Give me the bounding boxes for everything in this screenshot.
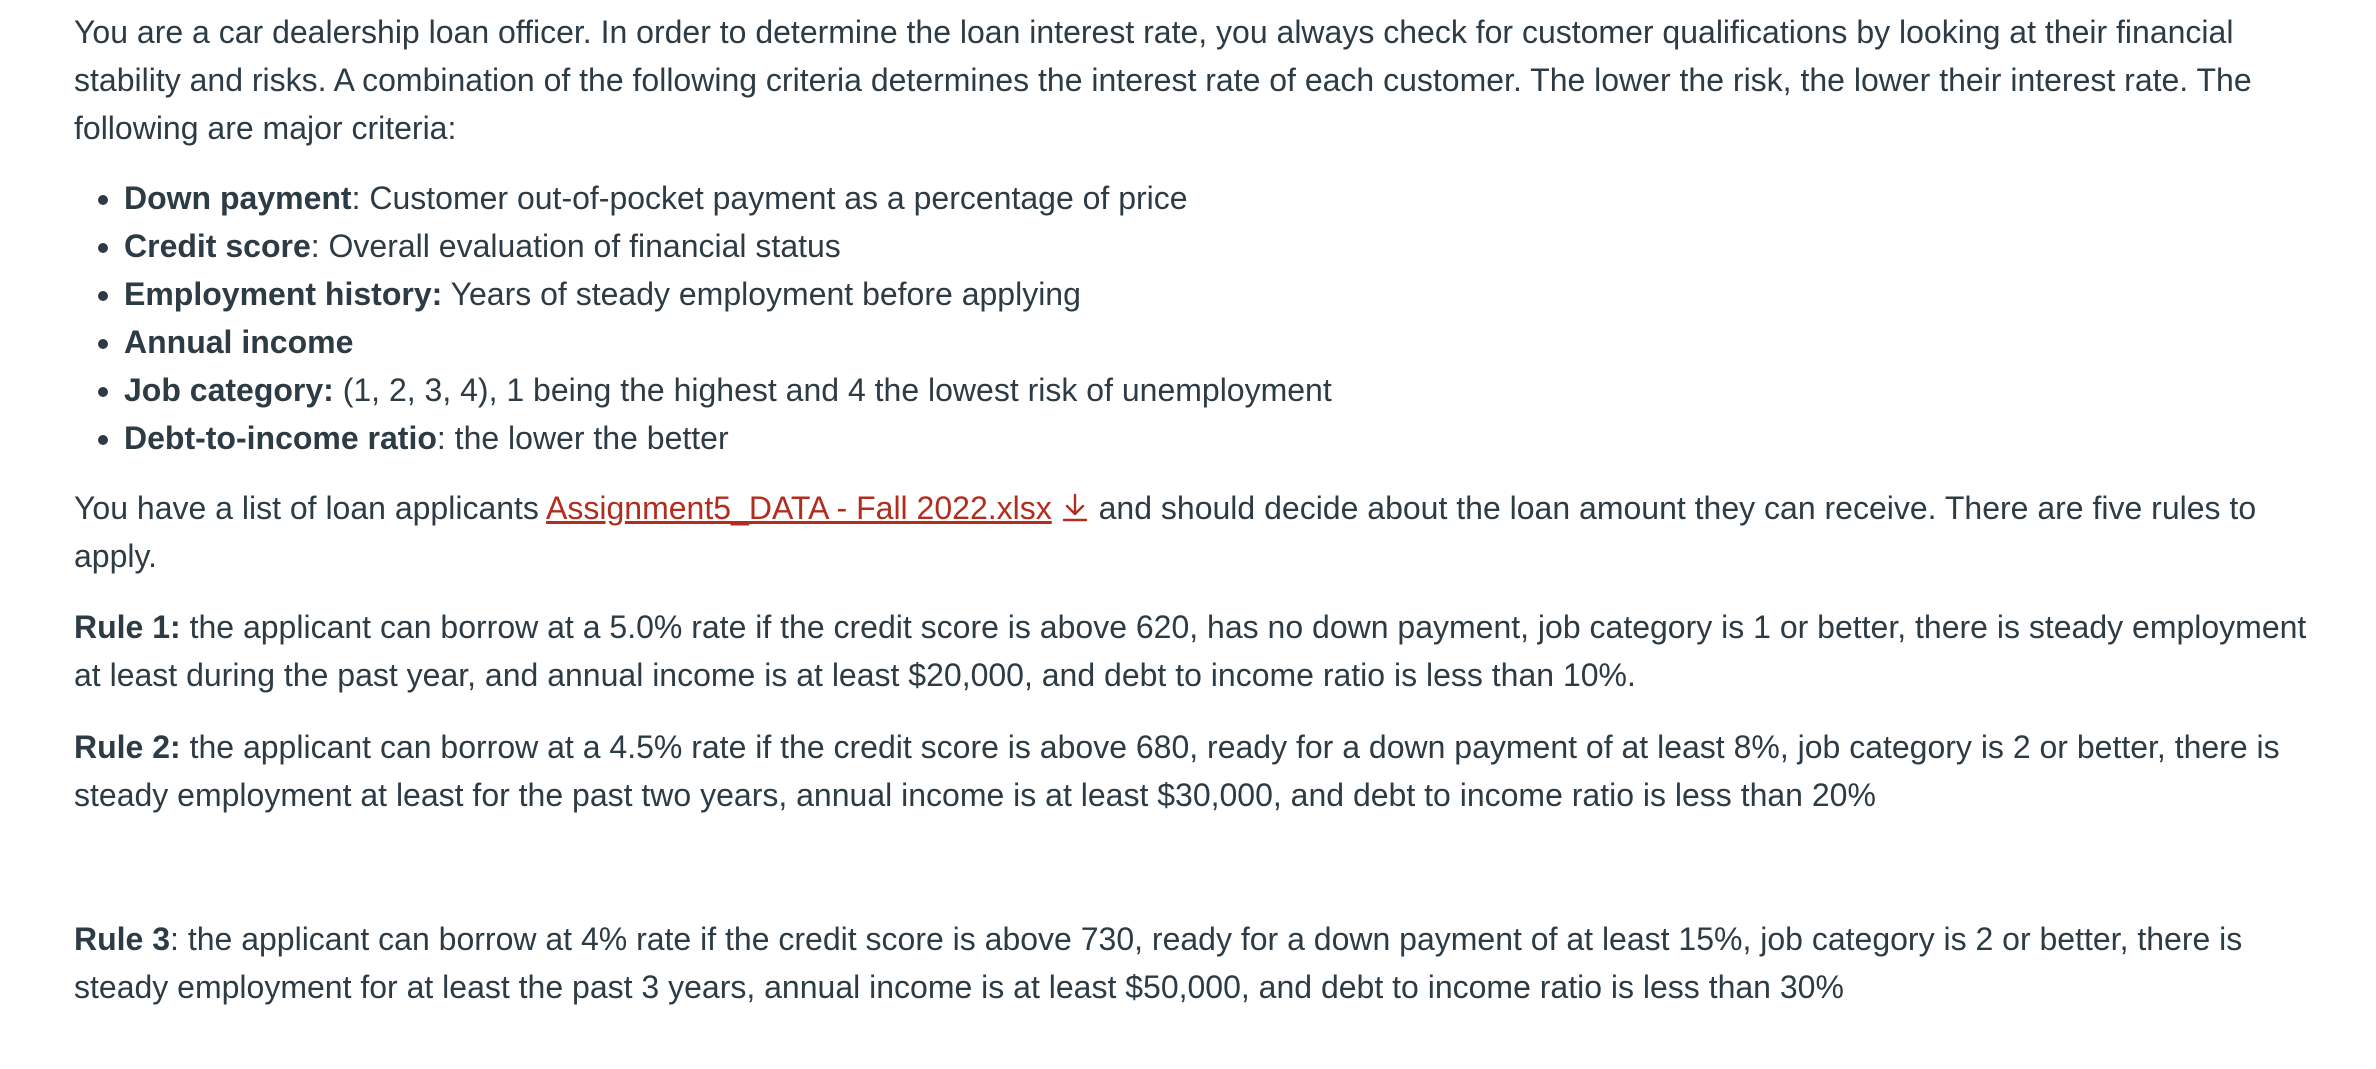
- criteria-description: Years of steady employment before applying: [450, 276, 1081, 312]
- intro-paragraph: You are a car dealership loan officer. In order to determine the loan interest rate, you always check for customer qualifications by looking at their financial stability and risks. A combination of the following criteria determines the interest rate of each customer. The lower the risk, the lower their interest rate. The following are major criteria:: [74, 14, 2252, 146]
- assignment-content: [74, 8, 2314, 1035]
- criteria-item-debt-to-income: [124, 414, 2314, 462]
- rule-label: Rule 2:: [74, 729, 181, 765]
- criteria-separator: :: [351, 180, 370, 216]
- criteria-term: Credit score: [124, 228, 311, 264]
- rule-text: : the applicant can borrow at 4% rate if the credit score is above 730, ready for a down payment of at least 15%, job category is 2 or better, there is steady employment for at least the past 3 years, annual income is at least $50,000, and debt to income ratio is less than 30%: [74, 921, 2243, 1005]
- criteria-term: Down payment: [124, 180, 352, 216]
- criteria-item-down-payment: [124, 174, 2314, 222]
- download-icon[interactable]: [1060, 488, 1090, 520]
- criteria-item-job-category: [124, 366, 2314, 414]
- data-file-link[interactable]: Assignment5_DATA - Fall 2022.xlsx: [546, 490, 1052, 526]
- criteria-term: Debt-to-income ratio: [124, 420, 437, 456]
- rule-label: Rule 1:: [74, 609, 181, 645]
- criteria-item-annual-income: [124, 318, 2314, 366]
- criteria-item-employment-history: [124, 270, 2314, 318]
- criteria-term: Annual income: [124, 324, 354, 360]
- criteria-description: the lower the better: [454, 420, 729, 456]
- criteria-description: Customer out-of-pocket payment as a percentage of price: [369, 180, 1188, 216]
- criteria-description: Overall evaluation of financial status: [328, 228, 841, 264]
- criteria-item-credit-score: [124, 222, 2314, 270]
- applicants-paragraph: [74, 484, 2314, 580]
- criteria-separator: :: [310, 228, 329, 264]
- rule-text: the applicant can borrow at a 5.0% rate if the credit score is above 620, has no down payment, job category is 1 or better, there is steady employment at least during the past year, and annual income is at least $20,000, and debt to income ratio is less than 10%.: [74, 609, 2307, 693]
- criteria-separator: [334, 372, 343, 408]
- blank-spacer: [74, 843, 2314, 915]
- rule-1: [74, 603, 2314, 699]
- criteria-separator: :: [436, 420, 455, 456]
- criteria-separator: [442, 276, 450, 312]
- rule-2: [74, 723, 2314, 819]
- applicants-text-after: and should decide about the loan amount they can receive. There are five rules to apply.: [74, 490, 2257, 574]
- criteria-term: Job category:: [124, 372, 334, 408]
- criteria-list: [74, 174, 2314, 462]
- applicants-text-before: You have a list of loan applicants: [74, 490, 547, 526]
- rule-3: [74, 915, 2314, 1011]
- rule-label: Rule 3: [74, 921, 171, 957]
- criteria-term: Employment history:: [124, 276, 443, 312]
- criteria-description: (1, 2, 3, 4), 1 being the highest and 4 the lowest risk of unemployment: [342, 372, 1332, 408]
- rule-text: the applicant can borrow at a 4.5% rate if the credit score is above 680, ready for a down payment of at least 8%, job category is 2 or better, there is steady employment at least for the past two years, annual income is at least $30,000, and debt to income ratio is less than 20%: [74, 729, 2280, 813]
